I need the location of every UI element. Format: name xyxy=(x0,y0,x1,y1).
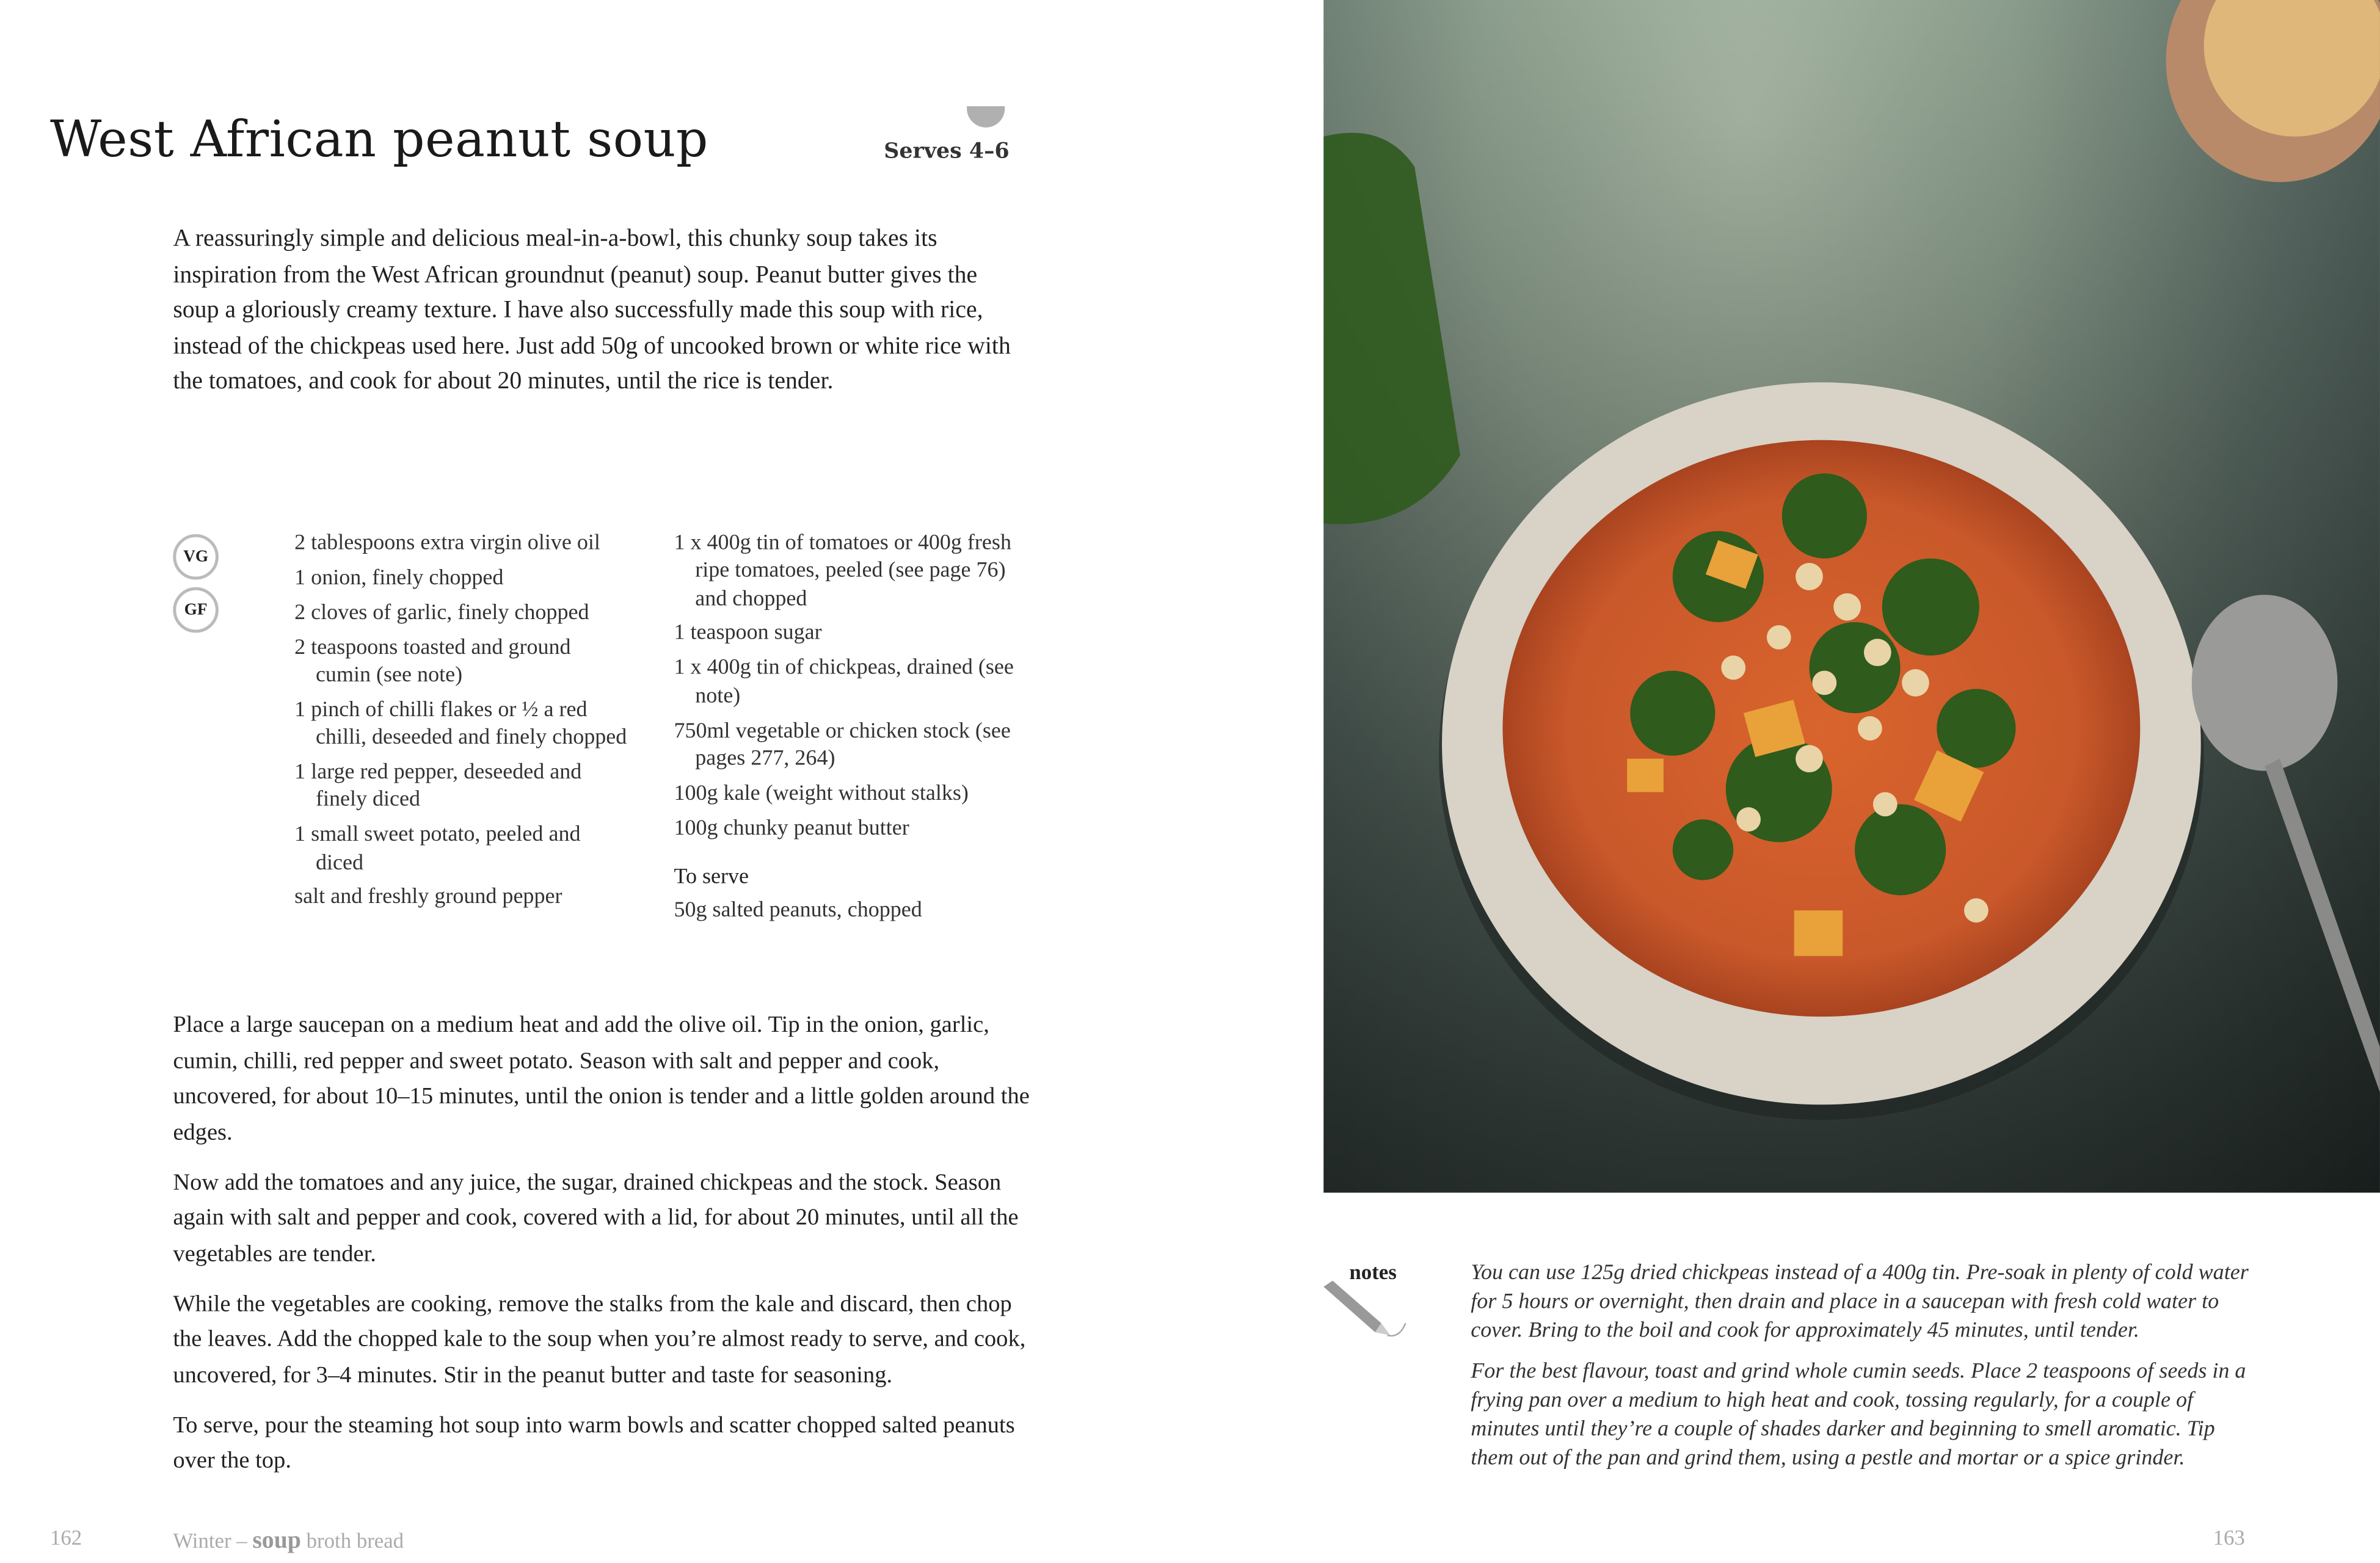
ingredient-item: 1 small sweet potato, peeled and diced xyxy=(294,822,581,875)
ingredient-item: 1 x 400g tin of chickpeas, drained (see note) xyxy=(674,656,1014,708)
ingredients-column-1 xyxy=(294,529,628,918)
ingredient-item: 750ml vegetable or chicken stock (see pages 277, 264) xyxy=(674,718,1011,771)
method-step: Place a large saucepan on a medium heat and add the olive oil. Tip in the onion, garlic, cumin, chilli, red pepper and sweet potato. Season with salt and pepper and cook, uncovered, for about 10–15 minutes, until the onion is tender and a little golden around the edges. xyxy=(173,1012,1030,1145)
ingredient-item: 2 cloves of garlic, finely chopped xyxy=(294,600,589,625)
notes-text xyxy=(1471,1260,2260,1485)
ingredient-item: 50g salted peanuts, chopped xyxy=(674,898,922,923)
method-step: Now add the tomatoes and any juice, the sugar, drained chickpeas and the stock. Season again with salt and pepper and cook, covered with a lid, for about 20 minutes, until all the vegetables are tender. xyxy=(173,1169,1019,1266)
ingredient-item: 1 large red pepper, deseeded and finely diced xyxy=(294,760,582,813)
soup-photo xyxy=(1323,0,2380,1192)
ingredient-item: 1 x 400g tin of tomatoes or 400g fresh ripe tomatoes, peeled (see page 76) and chopped xyxy=(674,531,1011,611)
serves-label: Serves 4–6 xyxy=(884,139,1010,164)
ingredient-item: 2 teaspoons toasted and ground cumin (see note) xyxy=(294,635,571,687)
notes-label: notes xyxy=(1349,1262,1397,1286)
ingredients-column-2 xyxy=(674,529,1023,932)
section-current: soup xyxy=(252,1528,301,1554)
method xyxy=(173,1007,1030,1493)
method-step: To serve, pour the steaming hot soup into warm bowls and scatter chopped salted peanuts over the top. xyxy=(173,1412,1015,1474)
section-nav xyxy=(173,1528,404,1556)
ingredient-item: 100g chunky peanut butter xyxy=(674,816,909,840)
bowl-icon xyxy=(967,106,1005,128)
ingredient-item: salt and freshly ground pepper xyxy=(294,885,562,910)
ingredient-item: 1 teaspoon sugar xyxy=(674,621,822,646)
page-number-right: 163 xyxy=(2213,1528,2245,1551)
recipe-title: West African peanut soup xyxy=(50,109,708,169)
method-step: While the vegetables are cooking, remove the stalks from the kale and discard, then chop the leaves. Add the chopped kale to the soup when you’re almost ready to serve, and cook, uncovered, for 3–4 minutes. Stir in the peanut butter and taste for seasoning. xyxy=(173,1290,1026,1388)
note-paragraph: You can use 125g dried chickpeas instead of a 400g tin. Pre-soak in plenty of cold water for 5 hours or overnight, then drain and place in a saucepan with fresh cold water to cover. Bring to the boil and cook for approximately 45 minutes, until tender. xyxy=(1471,1261,2249,1343)
note-paragraph: For the best flavour, toast and grind whole cumin seeds. Place 2 teaspoons of seeds in a frying pan over a medium to high heat and cook, tossing regularly, for a couple of minutes until they’re a couple of shades darker and beginning to smell aromatic. Tip them out of the pan and grind them, using a pestle and mortar or a spice grinder. xyxy=(1471,1359,2246,1471)
to-serve-heading: To serve xyxy=(674,865,749,890)
section-other: broth xyxy=(306,1531,352,1554)
ingredient-item: 2 tablespoons extra virgin olive oil xyxy=(294,531,600,556)
recipe-intro: A reassuringly simple and delicious meal-in-a-bowl, this chunky soup takes its inspiration from the West African groundnut (peanut) soup. Peanut butter gives the soup a gloriously creamy texture. I have also successfully made this soup with rice, instead of the chickpeas used here. Just add 50g of uncooked brown or white rice with the tomatoes, and cook for about 20 minutes, until the rice is tender. xyxy=(173,226,1011,395)
vegan-badge: VG xyxy=(173,534,219,580)
section-label: Winter – xyxy=(173,1531,247,1554)
section-other: bread xyxy=(356,1531,404,1554)
ingredient-item: 1 onion, finely chopped xyxy=(294,565,504,590)
gluten-free-badge: GF xyxy=(173,587,219,633)
soup-photo-illustration xyxy=(1323,0,2380,1192)
ingredient-item: 100g kale (weight without stalks) xyxy=(674,781,969,806)
page-number-left: 162 xyxy=(50,1528,82,1551)
ingredient-item: 1 pinch of chilli flakes or ½ a red chilli, deseeded and finely chopped xyxy=(294,697,627,750)
